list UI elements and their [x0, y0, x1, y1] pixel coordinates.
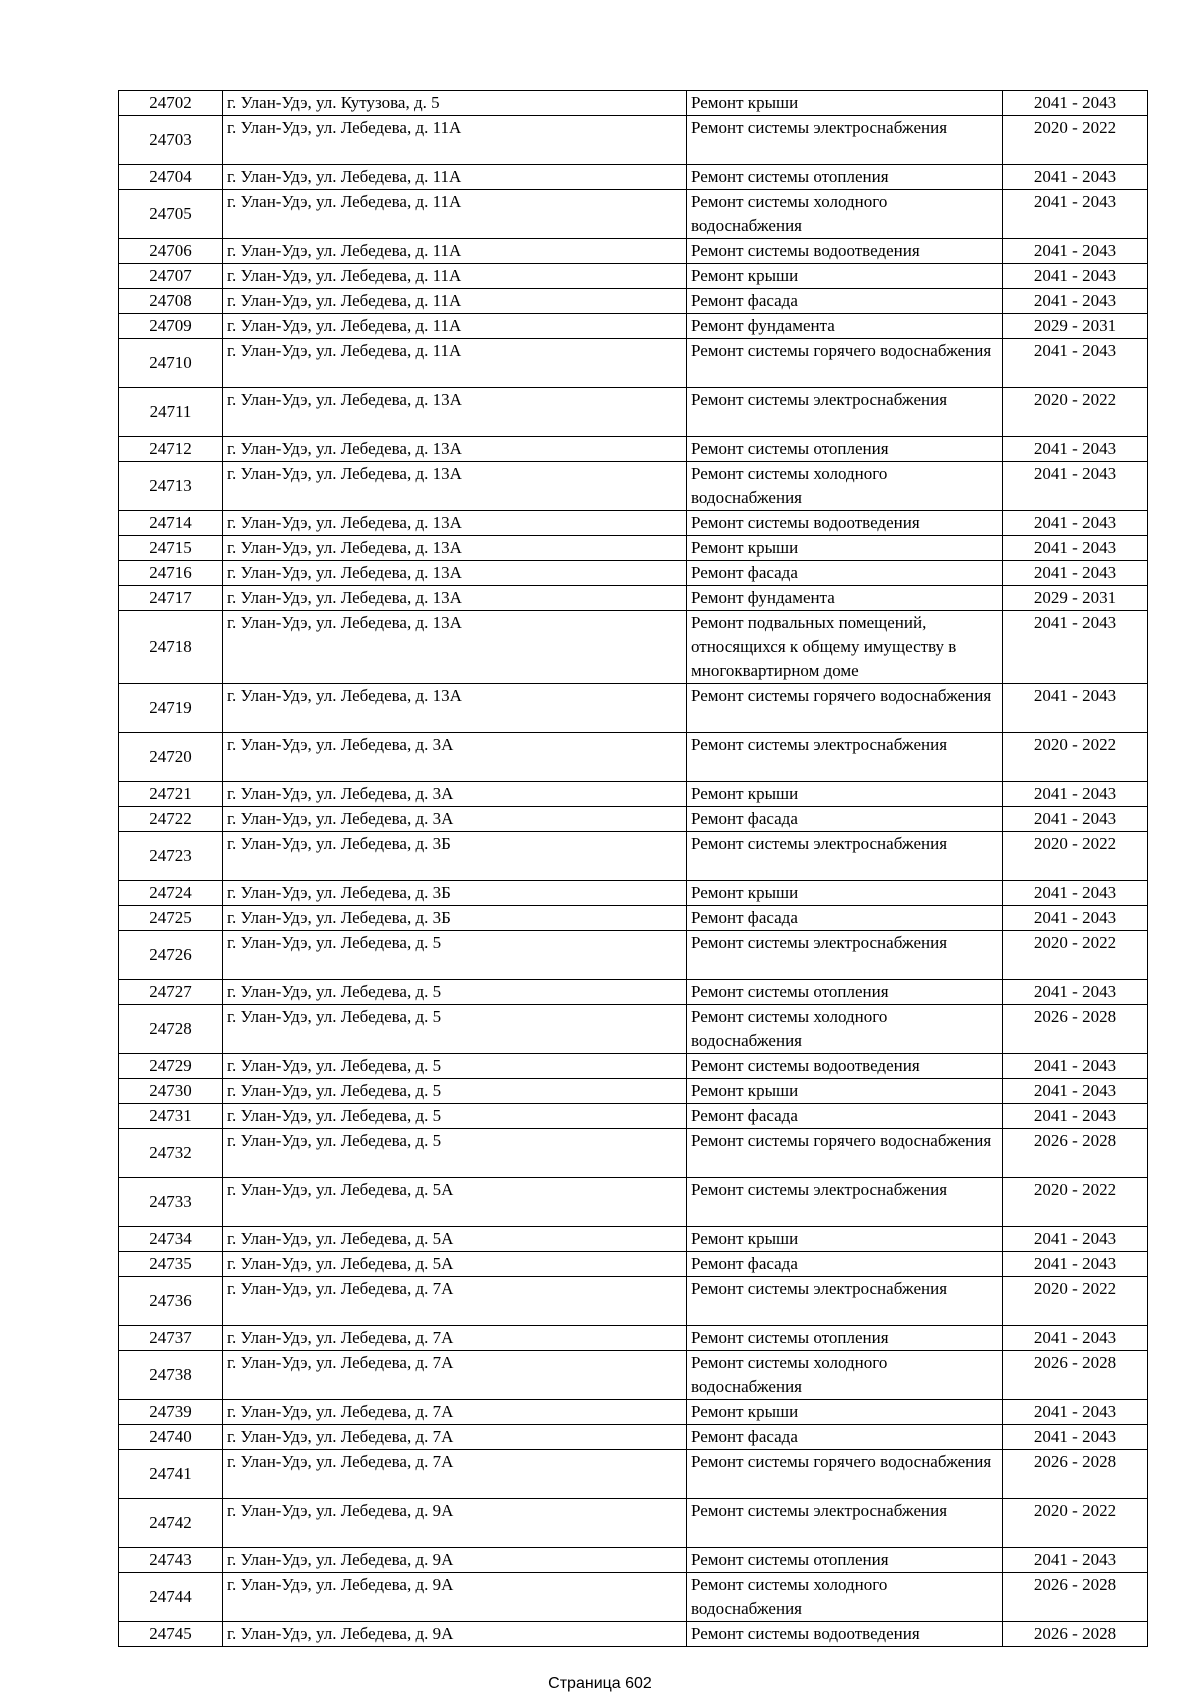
row-number-cell: 24708: [119, 289, 223, 314]
period-cell: 2041 - 2043: [1003, 1400, 1148, 1425]
row-number-cell: 24718: [119, 611, 223, 684]
work-type-cell: Ремонт системы горячего водоснабжения: [687, 1450, 1003, 1499]
address-cell: г. Улан-Удэ, ул. Лебедева, д. 13А: [223, 586, 687, 611]
table-row: [119, 1351, 1148, 1400]
row-number-cell: 24721: [119, 782, 223, 807]
row-number-cell: 24710: [119, 339, 223, 388]
table-row: [119, 782, 1148, 807]
work-type-cell: Ремонт системы отопления: [687, 1548, 1003, 1573]
row-number-cell: 24716: [119, 561, 223, 586]
table-row: [119, 807, 1148, 832]
row-number-cell: 24703: [119, 116, 223, 165]
table-row: [119, 684, 1148, 733]
row-number-cell: 24728: [119, 1005, 223, 1054]
work-type-cell: Ремонт системы отопления: [687, 980, 1003, 1005]
period-cell: 2041 - 2043: [1003, 91, 1148, 116]
row-number-cell: 24730: [119, 1079, 223, 1104]
address-cell: г. Улан-Удэ, ул. Лебедева, д. 7А: [223, 1400, 687, 1425]
period-cell: 2041 - 2043: [1003, 289, 1148, 314]
work-type-cell: Ремонт системы водоотведения: [687, 239, 1003, 264]
row-number-cell: 24727: [119, 980, 223, 1005]
work-type-cell: Ремонт системы горячего водоснабжения: [687, 684, 1003, 733]
table-row: [119, 1425, 1148, 1450]
row-number-cell: 24725: [119, 906, 223, 931]
address-cell: г. Улан-Удэ, ул. Лебедева, д. 13А: [223, 511, 687, 536]
work-type-cell: Ремонт системы электроснабжения: [687, 733, 1003, 782]
row-number-cell: 24745: [119, 1622, 223, 1647]
work-type-cell: Ремонт фундамента: [687, 314, 1003, 339]
row-number-cell: 24712: [119, 437, 223, 462]
address-cell: г. Улан-Удэ, ул. Лебедева, д. 11А: [223, 239, 687, 264]
table-row: [119, 1622, 1148, 1647]
address-cell: г. Улан-Удэ, ул. Лебедева, д. 3Б: [223, 881, 687, 906]
table-row: [119, 1178, 1148, 1227]
work-type-cell: Ремонт крыши: [687, 1079, 1003, 1104]
row-number-cell: 24704: [119, 165, 223, 190]
period-cell: 2041 - 2043: [1003, 782, 1148, 807]
period-cell: 2041 - 2043: [1003, 1548, 1148, 1573]
row-number-cell: 24724: [119, 881, 223, 906]
address-cell: г. Улан-Удэ, ул. Лебедева, д. 11А: [223, 190, 687, 239]
row-number-cell: 24737: [119, 1326, 223, 1351]
address-cell: г. Улан-Удэ, ул. Лебедева, д. 11А: [223, 165, 687, 190]
table-row: [119, 511, 1148, 536]
address-cell: г. Улан-Удэ, ул. Лебедева, д. 5: [223, 980, 687, 1005]
address-cell: г. Улан-Удэ, ул. Лебедева, д. 11А: [223, 116, 687, 165]
work-type-cell: Ремонт системы электроснабжения: [687, 931, 1003, 980]
work-type-cell: Ремонт крыши: [687, 881, 1003, 906]
work-type-cell: Ремонт системы холодного водоснабжения: [687, 190, 1003, 239]
address-cell: г. Улан-Удэ, ул. Лебедева, д. 3А: [223, 807, 687, 832]
address-cell: г. Улан-Удэ, ул. Лебедева, д. 11А: [223, 264, 687, 289]
work-type-cell: Ремонт крыши: [687, 536, 1003, 561]
table-row: [119, 881, 1148, 906]
address-cell: г. Улан-Удэ, ул. Лебедева, д. 5: [223, 1005, 687, 1054]
period-cell: 2020 - 2022: [1003, 1499, 1148, 1548]
period-cell: 2041 - 2043: [1003, 561, 1148, 586]
row-number-cell: 24707: [119, 264, 223, 289]
period-cell: 2041 - 2043: [1003, 264, 1148, 289]
row-number-cell: 24744: [119, 1573, 223, 1622]
work-type-cell: Ремонт крыши: [687, 1227, 1003, 1252]
row-number-cell: 24702: [119, 91, 223, 116]
period-cell: 2029 - 2031: [1003, 586, 1148, 611]
work-type-cell: Ремонт крыши: [687, 782, 1003, 807]
work-type-cell: Ремонт фундамента: [687, 586, 1003, 611]
table-row: [119, 289, 1148, 314]
work-type-cell: Ремонт системы электроснабжения: [687, 388, 1003, 437]
period-cell: 2041 - 2043: [1003, 1079, 1148, 1104]
address-cell: г. Улан-Удэ, ул. Лебедева, д. 3Б: [223, 832, 687, 881]
work-type-cell: Ремонт крыши: [687, 91, 1003, 116]
address-cell: г. Улан-Удэ, ул. Лебедева, д. 7А: [223, 1326, 687, 1351]
period-cell: 2041 - 2043: [1003, 437, 1148, 462]
registry-table: [118, 90, 1148, 1647]
period-cell: 2041 - 2043: [1003, 239, 1148, 264]
row-number-cell: 24738: [119, 1351, 223, 1400]
address-cell: г. Улан-Удэ, ул. Лебедева, д. 13А: [223, 611, 687, 684]
address-cell: г. Улан-Удэ, ул. Лебедева, д. 13А: [223, 462, 687, 511]
row-number-cell: 24706: [119, 239, 223, 264]
address-cell: г. Улан-Удэ, ул. Лебедева, д. 11А: [223, 289, 687, 314]
address-cell: г. Улан-Удэ, ул. Лебедева, д. 7А: [223, 1277, 687, 1326]
address-cell: г. Улан-Удэ, ул. Лебедева, д. 9А: [223, 1499, 687, 1548]
row-number-cell: 24719: [119, 684, 223, 733]
table-row: [119, 165, 1148, 190]
work-type-cell: Ремонт фасада: [687, 1252, 1003, 1277]
work-type-cell: Ремонт системы водоотведения: [687, 1622, 1003, 1647]
address-cell: г. Улан-Удэ, ул. Лебедева, д. 9А: [223, 1622, 687, 1647]
work-type-cell: Ремонт системы отопления: [687, 165, 1003, 190]
table-row: [119, 1054, 1148, 1079]
address-cell: г. Улан-Удэ, ул. Лебедева, д. 5А: [223, 1178, 687, 1227]
table-row: [119, 388, 1148, 437]
row-number-cell: 24732: [119, 1129, 223, 1178]
row-number-cell: 24741: [119, 1450, 223, 1499]
work-type-cell: Ремонт системы отопления: [687, 437, 1003, 462]
row-number-cell: 24731: [119, 1104, 223, 1129]
period-cell: 2041 - 2043: [1003, 807, 1148, 832]
row-number-cell: 24726: [119, 931, 223, 980]
work-type-cell: Ремонт системы электроснабжения: [687, 116, 1003, 165]
table-row: [119, 931, 1148, 980]
table-row: [119, 190, 1148, 239]
row-number-cell: 24711: [119, 388, 223, 437]
table-row: [119, 1129, 1148, 1178]
table-row: [119, 91, 1148, 116]
work-type-cell: Ремонт фасада: [687, 906, 1003, 931]
period-cell: 2041 - 2043: [1003, 980, 1148, 1005]
work-type-cell: Ремонт системы электроснабжения: [687, 1499, 1003, 1548]
period-cell: 2041 - 2043: [1003, 190, 1148, 239]
address-cell: г. Улан-Удэ, ул. Лебедева, д. 13А: [223, 561, 687, 586]
period-cell: 2026 - 2028: [1003, 1622, 1148, 1647]
work-type-cell: Ремонт системы отопления: [687, 1326, 1003, 1351]
work-type-cell: Ремонт фасада: [687, 1425, 1003, 1450]
table-row: [119, 1326, 1148, 1351]
table-row: [119, 116, 1148, 165]
address-cell: г. Улан-Удэ, ул. Лебедева, д. 13А: [223, 684, 687, 733]
address-cell: г. Улан-Удэ, ул. Лебедева, д. 5: [223, 1129, 687, 1178]
work-type-cell: Ремонт фасада: [687, 807, 1003, 832]
address-cell: г. Улан-Удэ, ул. Лебедева, д. 3Б: [223, 906, 687, 931]
row-number-cell: 24729: [119, 1054, 223, 1079]
work-type-cell: Ремонт подвальных помещений, относящихся к общему имуществу в многоквартирном доме: [687, 611, 1003, 684]
work-type-cell: Ремонт системы электроснабжения: [687, 832, 1003, 881]
period-cell: 2026 - 2028: [1003, 1129, 1148, 1178]
period-cell: 2020 - 2022: [1003, 1178, 1148, 1227]
table-row: [119, 1104, 1148, 1129]
period-cell: 2041 - 2043: [1003, 684, 1148, 733]
period-cell: 2041 - 2043: [1003, 1054, 1148, 1079]
address-cell: г. Улан-Удэ, ул. Лебедева, д. 11А: [223, 339, 687, 388]
row-number-cell: 24735: [119, 1252, 223, 1277]
table-row: [119, 1005, 1148, 1054]
period-cell: 2041 - 2043: [1003, 1104, 1148, 1129]
table-row: [119, 906, 1148, 931]
period-cell: 2041 - 2043: [1003, 339, 1148, 388]
period-cell: 2041 - 2043: [1003, 1326, 1148, 1351]
work-type-cell: Ремонт системы холодного водоснабжения: [687, 462, 1003, 511]
period-cell: 2041 - 2043: [1003, 462, 1148, 511]
row-number-cell: 24743: [119, 1548, 223, 1573]
row-number-cell: 24723: [119, 832, 223, 881]
address-cell: г. Улан-Удэ, ул. Лебедева, д. 9А: [223, 1573, 687, 1622]
period-cell: 2026 - 2028: [1003, 1005, 1148, 1054]
table-row: [119, 314, 1148, 339]
work-type-cell: Ремонт системы холодного водоснабжения: [687, 1005, 1003, 1054]
address-cell: г. Улан-Удэ, ул. Лебедева, д. 13А: [223, 536, 687, 561]
page-number: Страница 602: [548, 1675, 652, 1692]
address-cell: г. Улан-Удэ, ул. Лебедева, д. 7А: [223, 1450, 687, 1499]
period-cell: 2020 - 2022: [1003, 931, 1148, 980]
address-cell: г. Улан-Удэ, ул. Лебедева, д. 5: [223, 1054, 687, 1079]
table-row: [119, 1079, 1148, 1104]
period-cell: 2041 - 2043: [1003, 1425, 1148, 1450]
work-type-cell: Ремонт системы водоотведения: [687, 511, 1003, 536]
period-cell: 2020 - 2022: [1003, 388, 1148, 437]
address-cell: г. Улан-Удэ, ул. Лебедева, д. 9А: [223, 1548, 687, 1573]
row-number-cell: 24722: [119, 807, 223, 832]
table-row: [119, 586, 1148, 611]
work-type-cell: Ремонт системы водоотведения: [687, 1054, 1003, 1079]
work-type-cell: Ремонт фасада: [687, 289, 1003, 314]
row-number-cell: 24713: [119, 462, 223, 511]
period-cell: 2041 - 2043: [1003, 536, 1148, 561]
period-cell: 2041 - 2043: [1003, 511, 1148, 536]
address-cell: г. Улан-Удэ, ул. Лебедева, д. 11А: [223, 314, 687, 339]
work-type-cell: Ремонт крыши: [687, 264, 1003, 289]
row-number-cell: 24717: [119, 586, 223, 611]
table-row: [119, 1252, 1148, 1277]
period-cell: 2041 - 2043: [1003, 881, 1148, 906]
address-cell: г. Улан-Удэ, ул. Лебедева, д. 7А: [223, 1351, 687, 1400]
table-row: [119, 1573, 1148, 1622]
period-cell: 2041 - 2043: [1003, 1227, 1148, 1252]
table-row: [119, 1227, 1148, 1252]
address-cell: г. Улан-Удэ, ул. Лебедева, д. 5: [223, 1104, 687, 1129]
table-body: [119, 91, 1148, 1647]
row-number-cell: 24715: [119, 536, 223, 561]
address-cell: г. Улан-Удэ, ул. Лебедева, д. 13А: [223, 437, 687, 462]
work-type-cell: Ремонт системы электроснабжения: [687, 1277, 1003, 1326]
table-row: [119, 1277, 1148, 1326]
work-type-cell: Ремонт системы электроснабжения: [687, 1178, 1003, 1227]
row-number-cell: 24705: [119, 190, 223, 239]
period-cell: 2029 - 2031: [1003, 314, 1148, 339]
period-cell: 2026 - 2028: [1003, 1573, 1148, 1622]
row-number-cell: 24740: [119, 1425, 223, 1450]
period-cell: 2041 - 2043: [1003, 1252, 1148, 1277]
table-row: [119, 536, 1148, 561]
table-row: [119, 1499, 1148, 1548]
table-row: [119, 462, 1148, 511]
row-number-cell: 24736: [119, 1277, 223, 1326]
work-type-cell: Ремонт системы холодного водоснабжения: [687, 1573, 1003, 1622]
table-row: [119, 264, 1148, 289]
work-type-cell: Ремонт фасада: [687, 561, 1003, 586]
table-row: [119, 832, 1148, 881]
table-row: [119, 561, 1148, 586]
period-cell: 2020 - 2022: [1003, 116, 1148, 165]
table-row: [119, 1548, 1148, 1573]
row-number-cell: 24714: [119, 511, 223, 536]
table-row: [119, 1400, 1148, 1425]
row-number-cell: 24742: [119, 1499, 223, 1548]
work-type-cell: Ремонт системы холодного водоснабжения: [687, 1351, 1003, 1400]
table-row: [119, 437, 1148, 462]
period-cell: 2020 - 2022: [1003, 832, 1148, 881]
period-cell: 2026 - 2028: [1003, 1450, 1148, 1499]
address-cell: г. Улан-Удэ, ул. Лебедева, д. 7А: [223, 1425, 687, 1450]
table-row: [119, 239, 1148, 264]
row-number-cell: 24739: [119, 1400, 223, 1425]
address-cell: г. Улан-Удэ, ул. Лебедева, д. 5А: [223, 1227, 687, 1252]
table-row: [119, 611, 1148, 684]
row-number-cell: 24733: [119, 1178, 223, 1227]
row-number-cell: 24720: [119, 733, 223, 782]
address-cell: г. Улан-Удэ, ул. Лебедева, д. 3А: [223, 733, 687, 782]
work-type-cell: Ремонт системы горячего водоснабжения: [687, 1129, 1003, 1178]
work-type-cell: Ремонт крыши: [687, 1400, 1003, 1425]
address-cell: г. Улан-Удэ, ул. Лебедева, д. 5А: [223, 1252, 687, 1277]
period-cell: 2041 - 2043: [1003, 165, 1148, 190]
period-cell: 2020 - 2022: [1003, 733, 1148, 782]
period-cell: 2020 - 2022: [1003, 1277, 1148, 1326]
period-cell: 2026 - 2028: [1003, 1351, 1148, 1400]
table-row: [119, 733, 1148, 782]
table-row: [119, 1450, 1148, 1499]
table-row: [119, 339, 1148, 388]
address-cell: г. Улан-Удэ, ул. Лебедева, д. 3А: [223, 782, 687, 807]
work-type-cell: Ремонт фасада: [687, 1104, 1003, 1129]
table-row: [119, 980, 1148, 1005]
address-cell: г. Улан-Удэ, ул. Лебедева, д. 5: [223, 931, 687, 980]
address-cell: г. Улан-Удэ, ул. Кутузова, д. 5: [223, 91, 687, 116]
address-cell: г. Улан-Удэ, ул. Лебедева, д. 13А: [223, 388, 687, 437]
period-cell: 2041 - 2043: [1003, 906, 1148, 931]
row-number-cell: 24709: [119, 314, 223, 339]
row-number-cell: 24734: [119, 1227, 223, 1252]
period-cell: 2041 - 2043: [1003, 611, 1148, 684]
address-cell: г. Улан-Удэ, ул. Лебедева, д. 5: [223, 1079, 687, 1104]
work-type-cell: Ремонт системы горячего водоснабжения: [687, 339, 1003, 388]
